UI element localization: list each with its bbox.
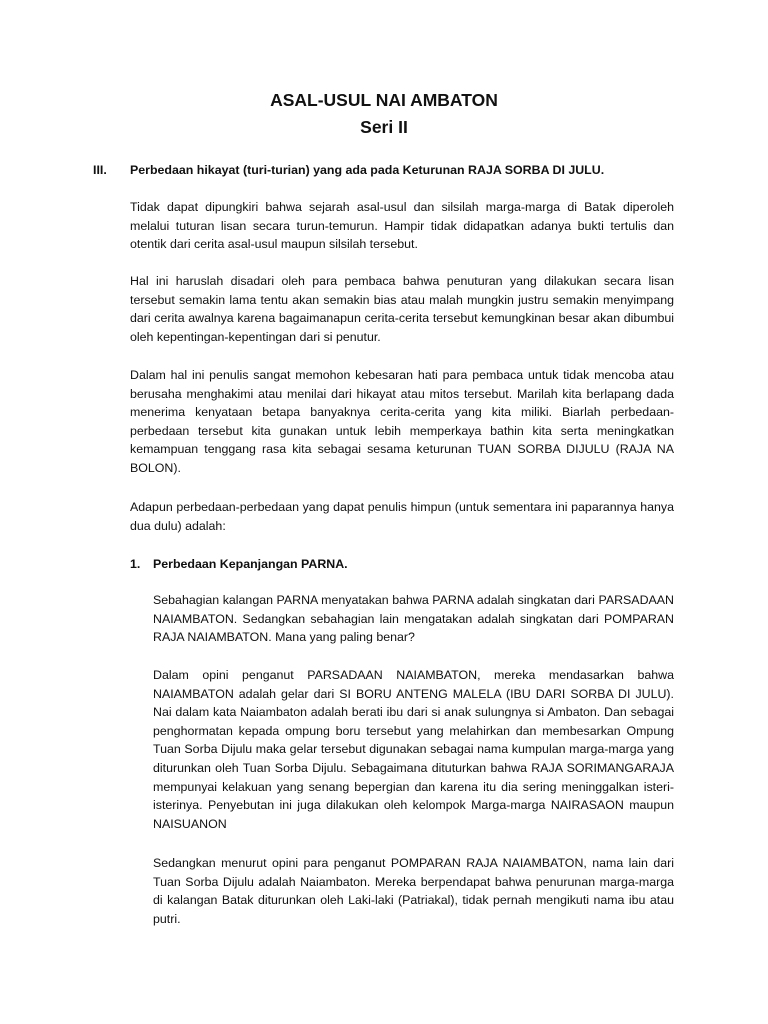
paragraph-2: Hal ini haruslah disadari oleh para pembaca bahwa penuturan yang dilakukan secara lisan tersebut semakin lama tentu akan semakin bias atau malah mungkin justru semakin menyimpang dari cerita awalnya karena bagaimanapun cerita-cerita tersebut kemungkinan besar akan dibumbui oleh kepentingan-kepentingan dari si penutur. [130, 274, 674, 344]
paragraph-3: Dalam hal ini penulis sangat memohon kebesaran hati para pembaca untuk tidak mencoba atau berusaha menghakimi atau menilai dari hikayat atau mitos tersebut. Marilah kita berlapang dada menerima kenyataan betapa banyaknya cerita-cerita yang kita miliki. Biarlah perbedaan-perbedaan tersebut kita gunakan untuk lebih memperkaya bathin kita serta meningkatkan kemampuan tenggang rasa kita sebagai sesama keturunan TUAN SORBA DIJULU (RAJA NA BOLON). [130, 368, 674, 475]
subsection-number: 1. [130, 557, 141, 571]
section-number: III. [93, 163, 107, 177]
sub-paragraph-3: Sedangkan menurut opini para penganut POMPARAN RAJA NAIAMBATON, nama lain dari Tuan Sorba Dijulu adalah Naiambaton. Mereka berpendapat bahwa penurunan marga-marga di kalangan Batak diturunkan oleh Laki-laki (Patriakal), tidak pernah mengikuti nama ibu atau putri. [153, 856, 674, 926]
paragraph-4: Adapun perbedaan-perbedaan yang dapat penulis himpun (untuk sementara ini paparannya hanya dua dulu) adalah: [130, 500, 674, 533]
sub-paragraph-2: Dalam opini penganut PARSADAAN NAIAMBATON, mereka mendasarkan bahwa NAIAMBATON adalah gelar dari SI BORU ANTENG MALELA (IBU DARI SORBA DI JULU). Nai dalam kata Naiambaton adalah berati ibu dari si anak sulungnya si Ambaton. Dan sebagai penghormatan kepada ompung boru tersebut yang melahirkan dan membesarkan Ompung Tuan Sorba Dijulu maka gelar tersebut digunakan sebagai nama kumpulan marga-marga yang diturunkan oleh Tuan Sorba Dijulu. Sebagaimana dituturkan bahwa RAJA SORIMANGARAJA mempunyai kelakuan yang senang bepergian dan karena itu dia sering meninggalkan isteri-isterinya. Penyebutan ini juga dilakukan oleh kelompok Marga-marga NAIRASAON maupun NAISUANON [153, 668, 674, 831]
sub-paragraph-1: Sebahagian kalangan PARNA menyatakan bahwa PARNA adalah singkatan dari PARSADAAN NAIAMBATON. Sedangkan sebahagian lain mengatakan adalah singkatan dari POMPARAN RAJA NAIAMBATON. Mana yang paling benar? [153, 593, 674, 645]
section-title: Perbedaan hikayat (turi-turian) yang ada pada Keturunan RAJA SORBA DI JULU. [130, 163, 605, 177]
document-subtitle: Seri II [360, 117, 408, 137]
subsection-title: Perbedaan Kepanjangan PARNA. [153, 557, 348, 571]
paragraph-1: Tidak dapat dipungkiri bahwa sejarah asal-usul dan silsilah marga-marga di Batak diperoleh melalui tuturan lisan secara turun-temurun. Hampir tidak didapatkan adanya bukti tertulis dan otentik dari cerita asal-usul maupun silsilah tersebut. [130, 200, 674, 252]
document-title: ASAL-USUL NAI AMBATON [270, 90, 498, 110]
